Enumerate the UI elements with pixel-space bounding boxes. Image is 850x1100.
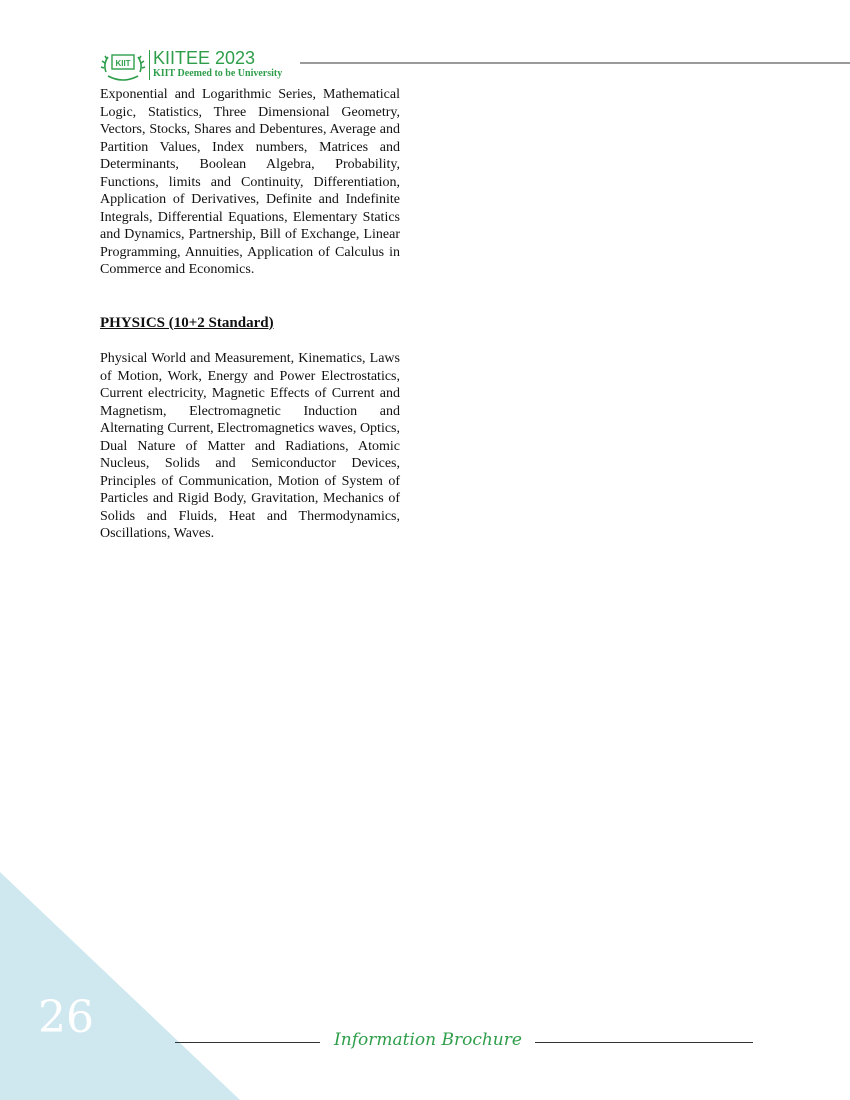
corner-triangle-decoration (0, 872, 240, 1100)
footer-rule-left (175, 1042, 320, 1043)
content-column (100, 86, 400, 543)
svg-text:KIIT: KIIT (115, 59, 131, 68)
logo-divider (149, 50, 150, 80)
header-rule (300, 62, 850, 64)
physics-section-heading: PHYSICS (10+2 Standard) (100, 314, 274, 331)
footer-rule-right (535, 1042, 753, 1043)
page-header (100, 48, 755, 84)
physics-syllabus-paragraph: Physical World and Measurement, Kinematics, Laws of Motion, Work, Energy and Power Electrostatics, Current electricity, Magnetic Effects of Current and Magnetism, Electromagnetic Induction and Alternating Current, Electromagnetics waves, Optics, Dual Nature of Matter and Radiations, Atomic Nucleus, Solids and Semiconductor Devices, Principles of Communication, Motion of System of Particles and Rigid Body, Gravitation, Mechanics of Solids and Fluids, Heat and Thermodynamics, Oscillations, Waves. (100, 351, 400, 541)
kiit-logo-icon (100, 50, 146, 84)
syllabus-paragraph-continued: Exponential and Logarithmic Series, Mathematical Logic, Statistics, Three Dimensional Geometry, Vectors, Stocks, Shares and Debentures, Average and Partition Values, Index numbers, Matrices and Determinants, Boolean Algebra, Probability, Functions, limits and Continuity, Differentiation, Application of Derivatives, Definite and Indefinite Integrals, Differential Equations, Elementary Statics and Dynamics, Partnership, Bill of Exchange, Linear Programming, Annuities, Application of Calculus in Commerce and Economics. (100, 87, 400, 277)
footer-label: Information Brochure (334, 1030, 522, 1050)
page-number: 26 (38, 992, 94, 1043)
brochure-title: KIITEE 2023 (153, 48, 256, 68)
university-name: KIIT Deemed to be University (153, 68, 283, 79)
